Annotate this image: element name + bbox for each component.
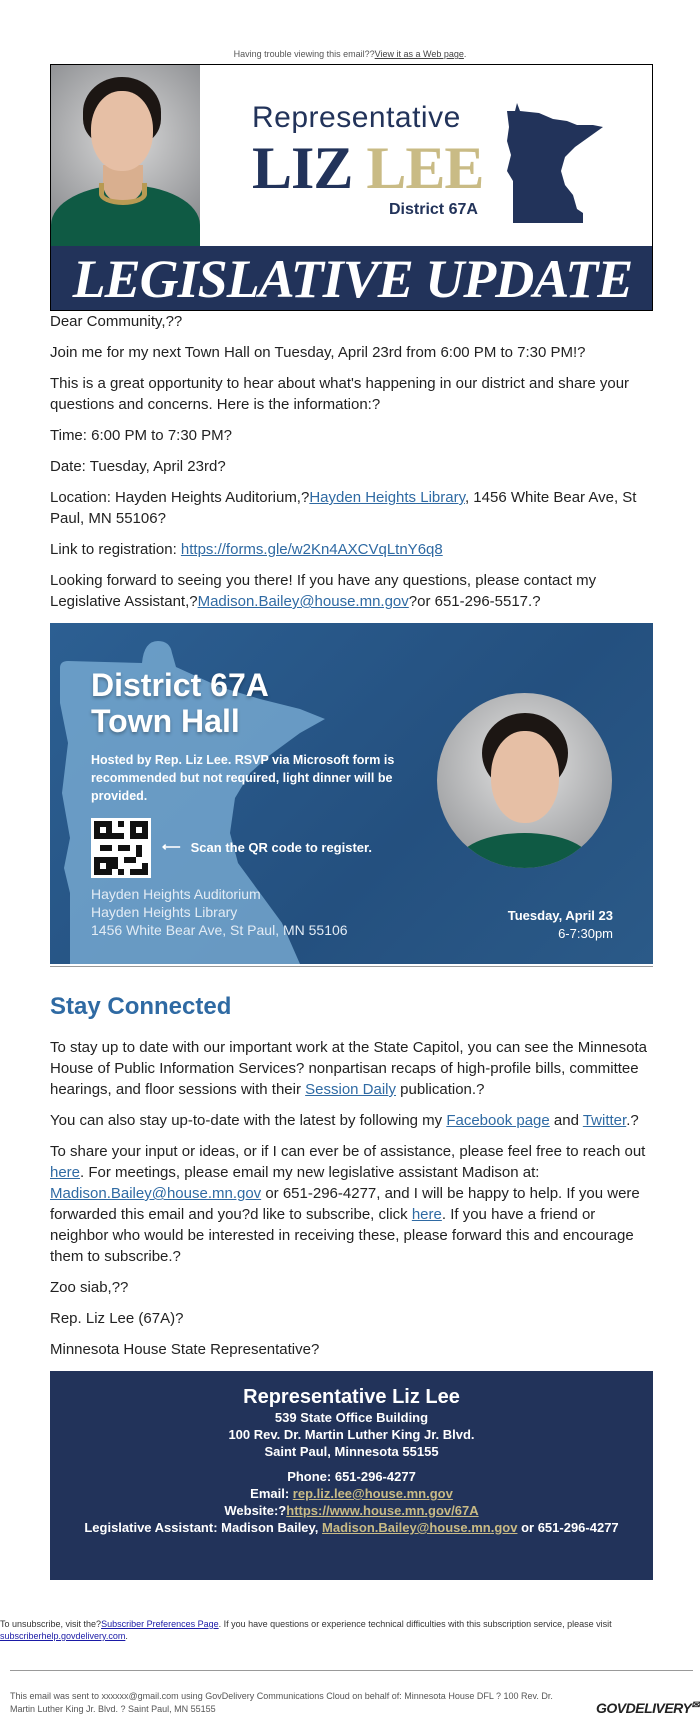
divider xyxy=(10,1670,693,1671)
sent-notice: This email was sent to xxxxxx@gmail.com using GovDelivery Communications Cloud on behalf of: Minnesota House DFL ? 100 Rev. Dr. Martin Luther King Jr. Blvd. ? Saint Paul, MN 55155 xyxy=(10,1691,553,1714)
arrow-left-icon: ⟵ xyxy=(162,839,181,854)
twitter-link[interactable]: Twitter xyxy=(582,1112,627,1129)
representative-photo xyxy=(51,65,200,246)
subscribe-here-link[interactable]: here xyxy=(411,1206,442,1223)
logo-representative: Representative xyxy=(252,101,461,134)
madison-email-link[interactable]: Madison.Bailey@house.mn.gov xyxy=(50,1185,262,1202)
assistant-email-footer-link[interactable]: Madison.Bailey@house.mn.gov xyxy=(322,1520,518,1535)
representative-portrait xyxy=(437,693,612,868)
minnesota-map-icon xyxy=(503,101,607,225)
legislative-update-title: LEGISLATIVE UPDATE xyxy=(51,246,653,311)
message-body: Dear Community,?? Join me for my next Town Hall on Tuesday, April 23rd from 6:00 PM to 7:30 PM!? This is a great opportunity to hear about what's happening in our district and share your questions and concerns. Here is the information:? Time: 6:00 PM to 7:30 PM? Date: Tuesday, April 23rd? Location: Hayden Heights Auditorium,?Hayden Heights Library, 1456 White Bear Ave, St Paul, MN 55106? Link to registration: https://forms.gle/w2Kn4AXCVqLtnY6q8 Looking forward to seeing you there! If you have any questions, please contact my Legislative Assistant,?Madison.Bailey@house.mn.gov?or 651-296-5517.? xyxy=(50,313,637,610)
session-daily-link[interactable]: Session Daily xyxy=(305,1081,397,1098)
view-web-page-link[interactable]: View it as a Web page xyxy=(374,49,464,59)
contact-box: Representative Liz Lee 539 State Office Building 100 Rev. Dr. Martin Luther King Jr. Blvd. Saint Paul, Minnesota 55155 Phone: 651-296-4277 Email: rep.liz.lee@house.mn.gov Website:?https://www.house.mn.gov/67A Legislative Assistant: Madison Bailey, Madison.Bailey@house.mn.gov or 651-296-4277 xyxy=(50,1371,653,1580)
divider xyxy=(50,966,653,967)
envelope-icon: ✉ xyxy=(691,1700,700,1711)
assistant-email-link[interactable]: Madison.Bailey@house.mn.gov xyxy=(197,593,409,610)
govdelivery-logo[interactable]: GOVDELIVERY✉ xyxy=(596,1700,700,1716)
registration-link[interactable]: https://forms.gle/w2Kn4AXCVqLtnY6q8 xyxy=(180,541,443,558)
library-link[interactable]: Hayden Heights Library xyxy=(309,489,465,506)
website-link[interactable]: https://www.house.mn.gov/67A xyxy=(286,1503,479,1518)
contact-here-link[interactable]: here xyxy=(50,1164,81,1181)
preheader: Having trouble viewing this email??View it as a Web page. xyxy=(233,49,467,59)
header-banner xyxy=(50,64,653,311)
stay-connected-heading: Stay Connected xyxy=(50,993,232,1020)
town-hall-flyer: District 67A Town Hall Hosted by Rep. Liz Lee. RSVP via Microsoft form is recommended but not required, light dinner will be provided. ⟵ Scan the QR code to register. Hayden Heights Auditorium Hayden Heights Library 1456 White Bear Ave, St Paul, MN 55106 Tuesday, April 23 6-7:30pm xyxy=(50,623,653,964)
stay-connected-body: To stay up to date with our important work at the State Capitol, you can see the Minnesota House of Public Information Services? nonpartisan recaps of high-profile bills, committee hearings, and floor sessions with their Session Daily publication.? You can also stay up-to-date with the latest by following my Facebook page and Twitter.? To share your input or ideas, or if I can ever be of assistance, please feel free to reach out here. For meetings, please email my new legislative assistant Madison at: Madison.Bailey@house.mn.gov or 651-296-4277, and I will be happy to help. If you were forwarded this email and you?d like to subscribe, click here. If you have a friend or neighbor who would be interested in receiving these, please forward this and encourage them to subscribe.? Zoo siab,?? Rep. Liz Lee (67A)? Minnesota House State Representative? xyxy=(50,1039,647,1358)
facebook-link[interactable]: Facebook page xyxy=(446,1112,550,1129)
logo-district: District 67A xyxy=(389,201,478,218)
rep-email-link[interactable]: rep.liz.lee@house.mn.gov xyxy=(292,1486,453,1501)
unsubscribe-notice: To unsubscribe, visit the?Subscriber Preferences Page. If you have questions or experience technical difficulties with this subscription service, please visit subscriberhelp.govdelivery.com. xyxy=(0,1619,612,1641)
subscriber-help-link[interactable]: subscriberhelp.govdelivery.com xyxy=(0,1631,126,1641)
qr-code[interactable] xyxy=(91,818,151,878)
subscriber-preferences-link[interactable]: Subscriber Preferences Page xyxy=(101,1619,219,1629)
logo-name: LIZ LEE xyxy=(252,135,484,201)
